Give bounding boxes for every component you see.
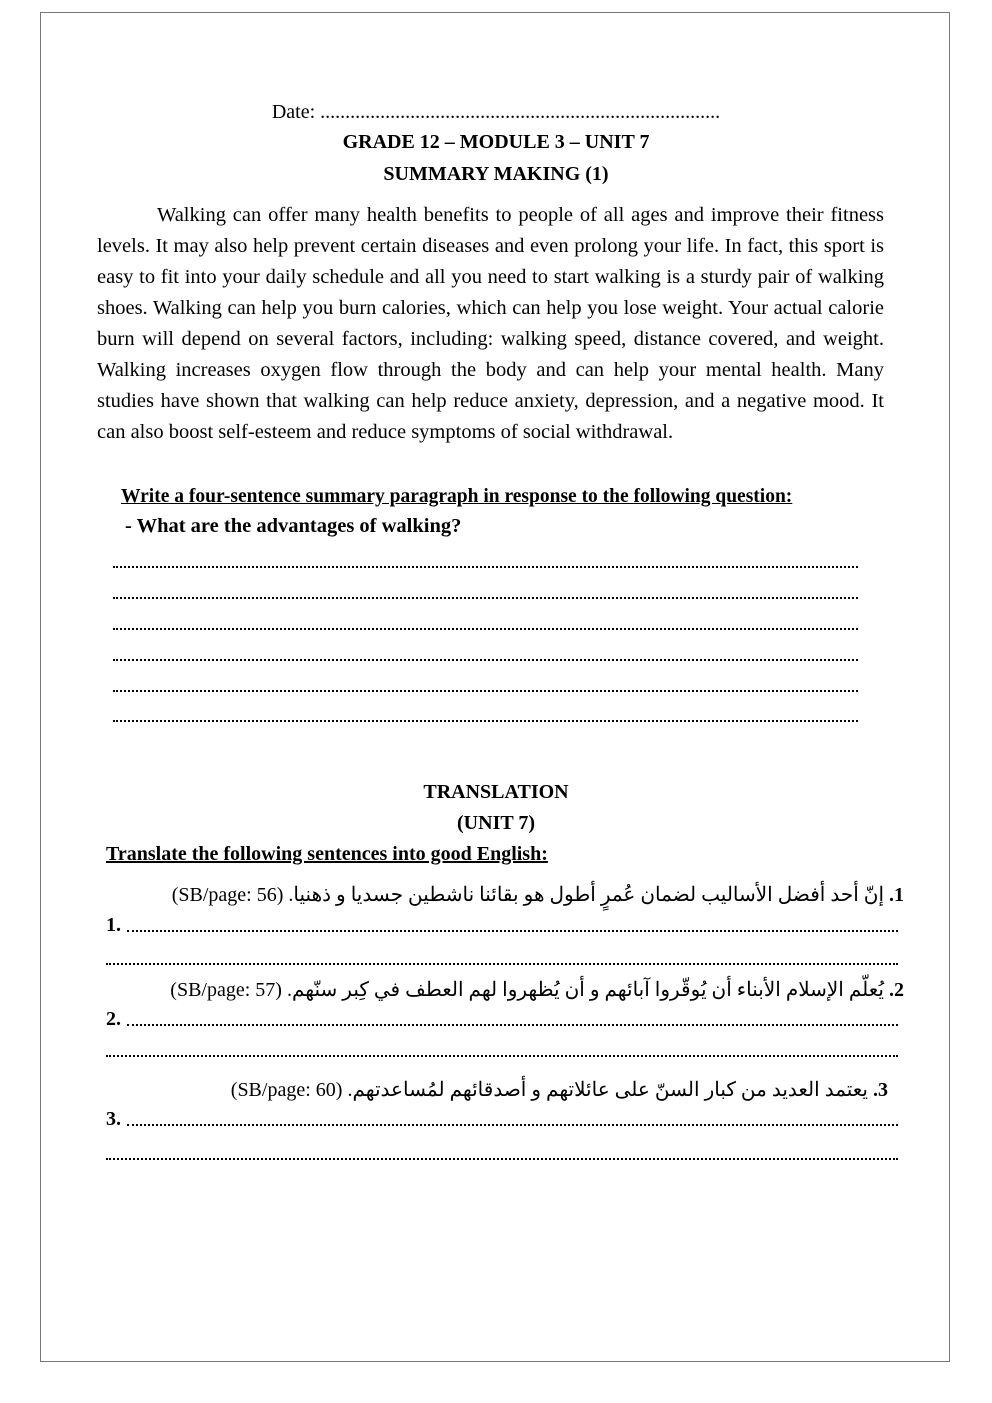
date-field: Date: ................................................................................	[271, 101, 721, 123]
answer-line[interactable]	[106, 1055, 898, 1057]
answer-line[interactable]	[106, 963, 898, 965]
section-title-translation: TRANSLATION	[423, 781, 569, 803]
page-reference: (SB/page: 57)	[170, 979, 282, 1001]
answer-line-3[interactable]	[106, 1108, 898, 1131]
answer-line[interactable]	[113, 659, 858, 661]
summary-instruction: Write a four-sentence summary paragraph in response to the following question:	[121, 486, 793, 507]
answer-line[interactable]	[113, 566, 858, 568]
sentence-number: 3.	[873, 1079, 888, 1101]
arabic-text: إنّ أحد أفضل الأساليب لضمان عُمرٍ أطول هو بقائنا ناشطين جسديا و ذهنيا.	[288, 884, 884, 906]
arabic-sentence-2	[170, 977, 904, 1002]
page-reference: (SB/page: 56)	[171, 884, 284, 906]
sentence-number: 1.	[889, 884, 904, 906]
answer-line-1[interactable]	[106, 914, 898, 937]
arabic-sentence-1	[172, 882, 904, 907]
answer-number: 3.	[106, 1108, 121, 1130]
section-title-summary: SUMMARY MAKING (1)	[383, 163, 609, 185]
answer-line[interactable]	[113, 628, 858, 630]
translation-instruction: Translate the following sentences into good English:	[106, 843, 548, 865]
answer-number: 2.	[106, 1008, 121, 1030]
summary-question: - What are the advantages of walking?	[125, 515, 462, 537]
answer-line[interactable]	[113, 690, 858, 692]
unit-label: (UNIT 7)	[457, 812, 535, 834]
answer-line[interactable]	[106, 1158, 898, 1160]
answer-number: 1.	[106, 914, 121, 936]
page-reference: (SB/page: 60)	[230, 1079, 343, 1101]
arabic-text: يعتمد العديد من كبار السنّ على عائلاتهم و أصدقائهم لمُساعدتهم.	[347, 1079, 868, 1101]
answer-line-2[interactable]	[106, 1008, 898, 1031]
reading-passage: Walking can offer many health benefits to people of all ages and improve their fitness levels. It may also help prevent certain diseases and even prolong your life. In fact, this sport is easy to fit into your daily schedule and all you need to start walking is a sturdy pair of walking shoes. Walking can help you burn calories, which can help you lose weight. Your actual calorie burn will depend on several factors, including: walking speed, distance covered, and weight. Walking increases oxygen flow through the body and can help your mental health. Many studies have shown that walking can help reduce anxiety, depression, and a negative mood. It can also boost self-esteem and reduce symptoms of social withdrawal.	[97, 204, 884, 443]
answer-line[interactable]	[113, 597, 858, 599]
arabic-text: يُعلّم الإسلام الأبناء أن يُوقّروا آبائهم و أن يُظهروا لهم العطف في كِبر سنّهم.	[286, 979, 884, 1001]
answer-line[interactable]	[113, 720, 858, 722]
sentence-number: 2.	[889, 979, 904, 1001]
page-title: GRADE 12 – MODULE 3 – UNIT 7	[342, 131, 650, 153]
arabic-sentence-3	[231, 1077, 888, 1102]
